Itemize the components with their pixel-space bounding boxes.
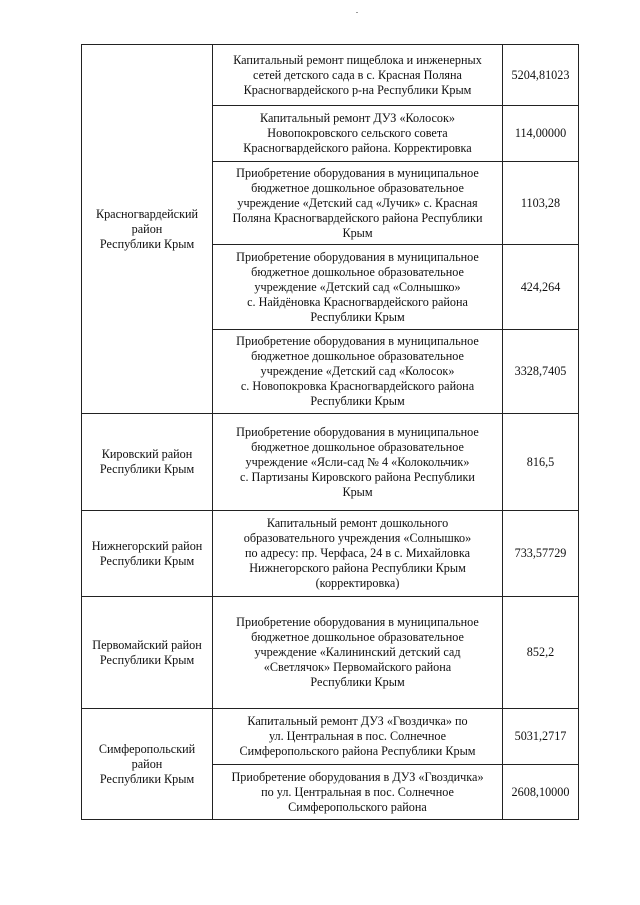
district-cell [82,597,213,709]
district-cell [82,45,213,414]
amount-value: 1103,28 [520,195,561,210]
amount-value: 852,2 [526,645,555,659]
project-description: Приобретение оборудования в ДУЗ «Гвоздичка» по ул. Центральная в пос. Солнечное Симферопольского района [231,769,484,814]
table-row [82,45,579,106]
description-cell [213,597,503,709]
district-name: Симферопольский район Республики Крым [98,741,196,786]
district-name: Красногвардейский район Республики Крым [95,206,199,251]
table-row [82,597,579,709]
amount-cell [503,597,579,709]
project-description: Приобретение оборудования в муниципальное бюджетное дошкольное образовательное учреждение «Детский сад «Солнышко» с. Найдёновка Красногвардейского района Республики Крым [236,249,479,324]
description-cell [213,765,503,820]
table-row [82,709,579,765]
amount-value: 3328,7405 [514,364,567,378]
amount-value: 816,5 [526,454,555,469]
project-description: Приобретение оборудования в муниципальное бюджетное дошкольное образовательное учреждение «Ясли-сад № 4 «Колокольчик» с. Партизаны Кировского района Республики Крым [236,424,479,499]
funding-table [81,44,579,820]
amount-cell [503,511,579,597]
description-cell [213,45,503,106]
amount-cell [503,330,579,414]
description-cell [213,162,503,245]
amount-value: 2608,10000 [511,784,570,799]
project-description: Капитальный ремонт ДУЗ «Гвоздичка» по ул. Центральная в пос. Солнечное Симферопольского района Республики Крым [239,714,476,758]
project-description: Приобретение оборудования в муниципальное бюджетное дошкольное образовательное учреждение «Детский сад «Лучик» с. Красная Поляна Красногвардейского района Республики Крым [232,165,483,240]
project-description: Капитальный ремонт ДУЗ «Колосок» Новопокровского сельского совета Красногвардейского района. Корректировка [243,111,472,155]
description-cell [213,709,503,765]
amount-value: 5204,81023 [511,67,570,82]
description-cell [213,414,503,511]
district-cell [82,511,213,597]
project-description: Капитальный ремонт дошкольного образовательного учреждения «Солнышко» по адресу: пр. Черфаса, 24 в с. Михайловка Нижнегорского района Республики Крым (корректировка) [243,516,472,590]
amount-value: 5031,2717 [514,729,567,743]
scan-mark [356,12,358,13]
amount-value: 733,57729 [514,546,567,560]
district-cell [82,414,213,511]
description-cell [213,245,503,330]
amount-cell [503,765,579,820]
district-cell [82,709,213,820]
description-cell [213,511,503,597]
amount-cell [503,414,579,511]
amount-value: 424,264 [520,279,561,294]
amount-value: 114,00000 [514,126,567,140]
project-description: Капитальный ремонт пищеблока и инженерных сетей детского сада в с. Красная Поляна Красногвардейского р-на Республики Крым [233,52,482,97]
amount-cell [503,162,579,245]
amount-cell [503,709,579,765]
amount-cell [503,45,579,106]
district-name: Первомайский район Республики Крым [92,637,202,667]
project-description: Приобретение оборудования в муниципальное бюджетное дошкольное образовательное учреждение «Калининский детский сад «Светлячок» Первомайского района Республики Крым [236,615,479,689]
table-row [82,511,579,597]
amount-cell [503,245,579,330]
district-name: Нижнегорский район Республики Крым [91,538,203,568]
amount-cell [503,106,579,162]
district-name: Кировский район Республики Крым [99,447,195,476]
description-cell [213,330,503,414]
table-row [82,414,579,511]
description-cell [213,106,503,162]
project-description: Приобретение оборудования в муниципальное бюджетное дошкольное образовательное учреждение «Детский сад «Колосок» с. Новопокровка Красногвардейского района Республики Крым [236,334,479,408]
